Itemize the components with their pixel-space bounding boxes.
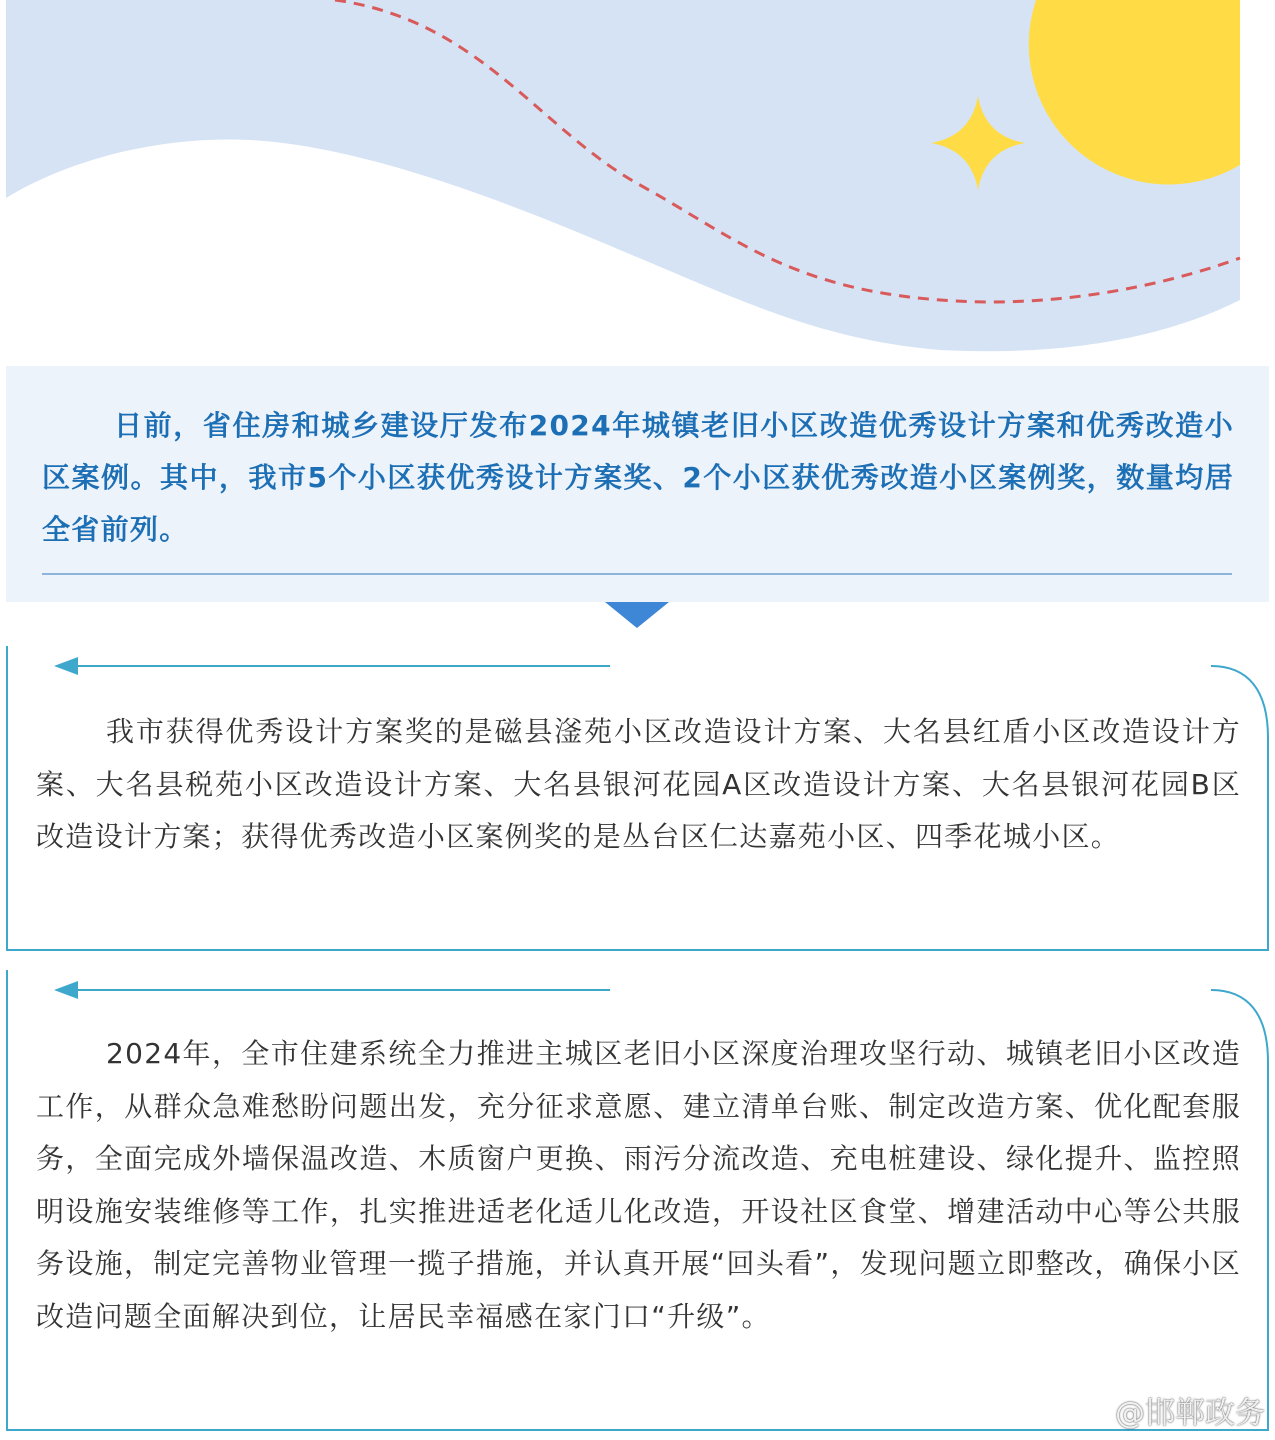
down-triangle-icon — [605, 602, 669, 628]
summary-panel — [6, 366, 1269, 602]
left-arrow-icon — [54, 978, 614, 1002]
section-awards-list — [6, 646, 1269, 952]
summary-text: 日前，省住房和城乡建设厅发布2024年城镇老旧小区改造优秀设计方案和优秀改造小区案例。其中，我市5个小区获优秀设计方案奖、2个小区获优秀改造小区案例奖，数量均居全省前列。 — [42, 409, 1234, 546]
section-paragraph: 2024年，全市住建系统全力推进主城区老旧小区深度治理攻坚行动、城镇老旧小区改造工作，从群众急难愁盼问题出发，充分征求意愿、建立清单台账、制定改造方案、优化配套服务，全面完成外墙保温改造、木质窗户更换、雨污分流改造、充电桩建设、绿化提升、监控照明设施安装维修等工作，扎实推进适老化适儿化改造，开设社区食堂、增建活动中心等公共服务设施，制定完善物业管理一揽子措施，并认真开展“回头看”，发现问题立即整改，确保小区改造问题全面解决到位，让居民幸福感在家门口“升级”。 — [36, 1037, 1241, 1333]
section-paragraph: 我市获得优秀设计方案奖的是磁县滏苑小区改造设计方案、大名县红盾小区改造设计方案、大名县税苑小区改造设计方案、大名县银河花园A区改造设计方案、大名县银河花园B区改造设计方案；获得优秀改造小区案例奖的是丛台区仁达嘉苑小区、四季花城小区。 — [36, 715, 1241, 853]
left-arrow-icon — [54, 654, 614, 678]
weibo-icon — [1065, 1392, 1111, 1428]
hero-illustration — [0, 0, 1275, 365]
summary-divider — [42, 573, 1232, 575]
watermark — [1065, 1388, 1265, 1432]
section-work-summary — [6, 970, 1269, 1432]
watermark-text: @邯郸政务 — [1115, 1396, 1265, 1431]
